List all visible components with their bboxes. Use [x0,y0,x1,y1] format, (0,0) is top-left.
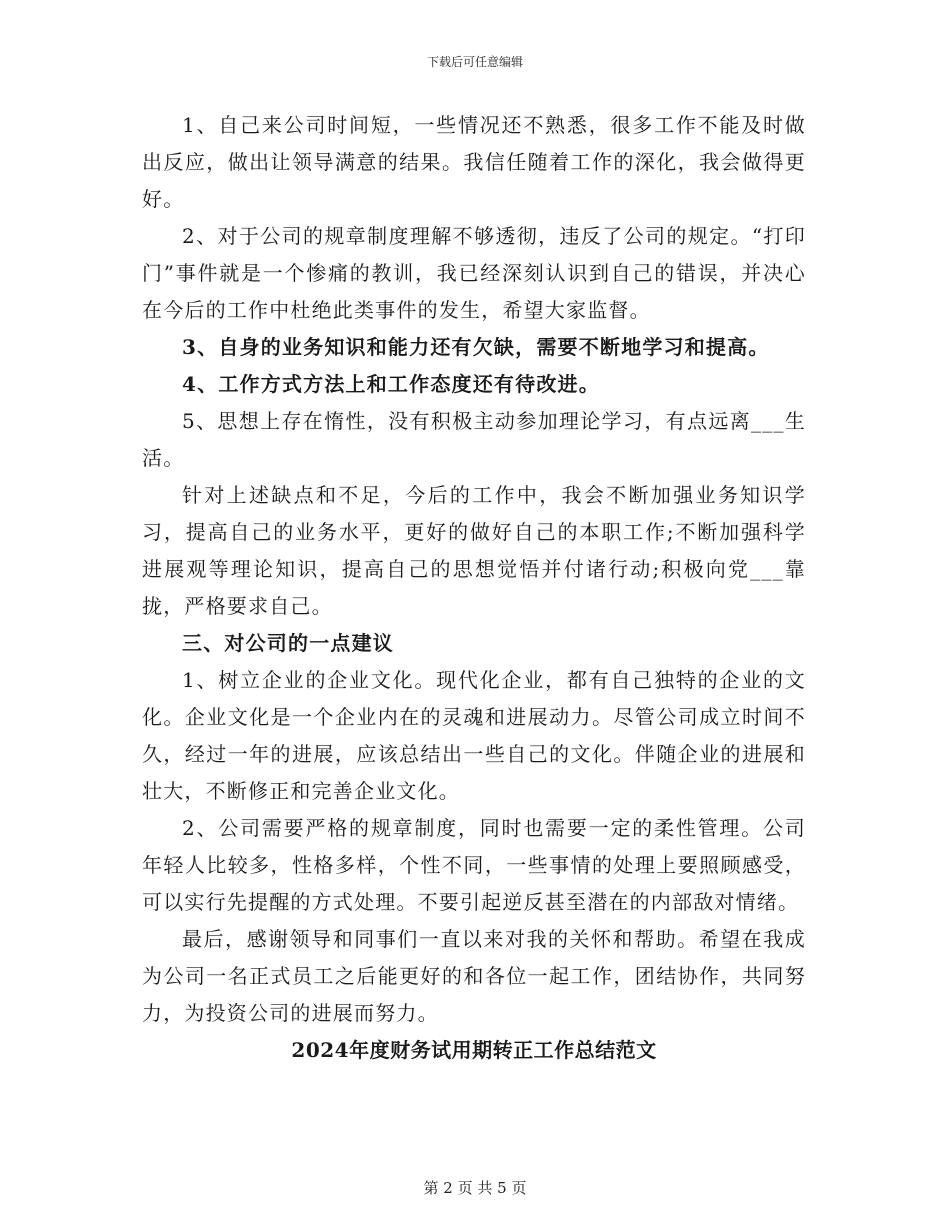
paragraph-point-3: 3、自身的业务知识和能力还有欠缺，需要不断地学习和提高。 [182,335,770,359]
paragraph-point-5: 5、思想上存在惰性，没有积极主动参加理论学习，有点远离___生活。 [142,409,806,470]
paragraph-point-2: 2、对于公司的规章制度理解不够透彻，违反了公司的规定。“打印门”事件就是一个惨痛的教训，我已经深刻认识到自己的错误，并决心在今后的工作中杜绝此类事件的发生，希望大家监督。 [142,224,806,322]
paragraph-suggestion-2: 2、公司需要严格的规章制度，同时也需要一定的柔性管理。公司年轻人比较多，性格多样，个性不同，一些事情的处理上要照顾感受，可以实行先提醒的方式处理。不要引起逆反甚至潜在的内部敌对情绪。 [142,816,806,914]
paragraph-closing: 最后，感谢领导和同事们一直以来对我的关怀和帮助。希望在我成为公司一名正式员工之后能更好的和各位一起工作，团结协作，共同努力，为投资公司的进展而努力。 [142,927,806,1025]
paragraph-suggestion-1: 1、树立企业的企业文化。现代化企业，都有自己独特的企业的文化。企业文化是一个企业内在的灵魂和进展动力。尽管公司成立时间不久，经过一年的进展，应该总结出一些自己的文化。伴随企业的进展和壮大，不断修正和完善企业文化。 [142,668,806,803]
paragraph-point-4: 4、工作方式方法上和工作态度还有待改进。 [182,372,600,396]
paragraph-point-1: 1、自己来公司时间短，一些情况还不熟悉，很多工作不能及时做出反应，做出让领导满意的结果。我信任随着工作的深化，我会做得更好。 [142,113,806,211]
page-number: 第 2 页 共 5 页 [423,1179,527,1197]
section-heading-suggestions: 三、对公司的一点建议 [182,631,394,655]
document-title: 2024年度财务试用期转正工作总结范文 [291,1038,657,1062]
paragraph-improvement-plan: 针对上述缺点和不足，今后的工作中，我会不断加强业务知识学习，提高自己的业务水平，更好的做好自己的本职工作;不断加强科学进展观等理论知识，提高自己的思想觉悟并付诸行动;积极向党___靠拢，严格要求自己。 [142,483,806,618]
document-body [142,107,806,1069]
page-header: 下载后可任意编辑 [426,55,523,69]
